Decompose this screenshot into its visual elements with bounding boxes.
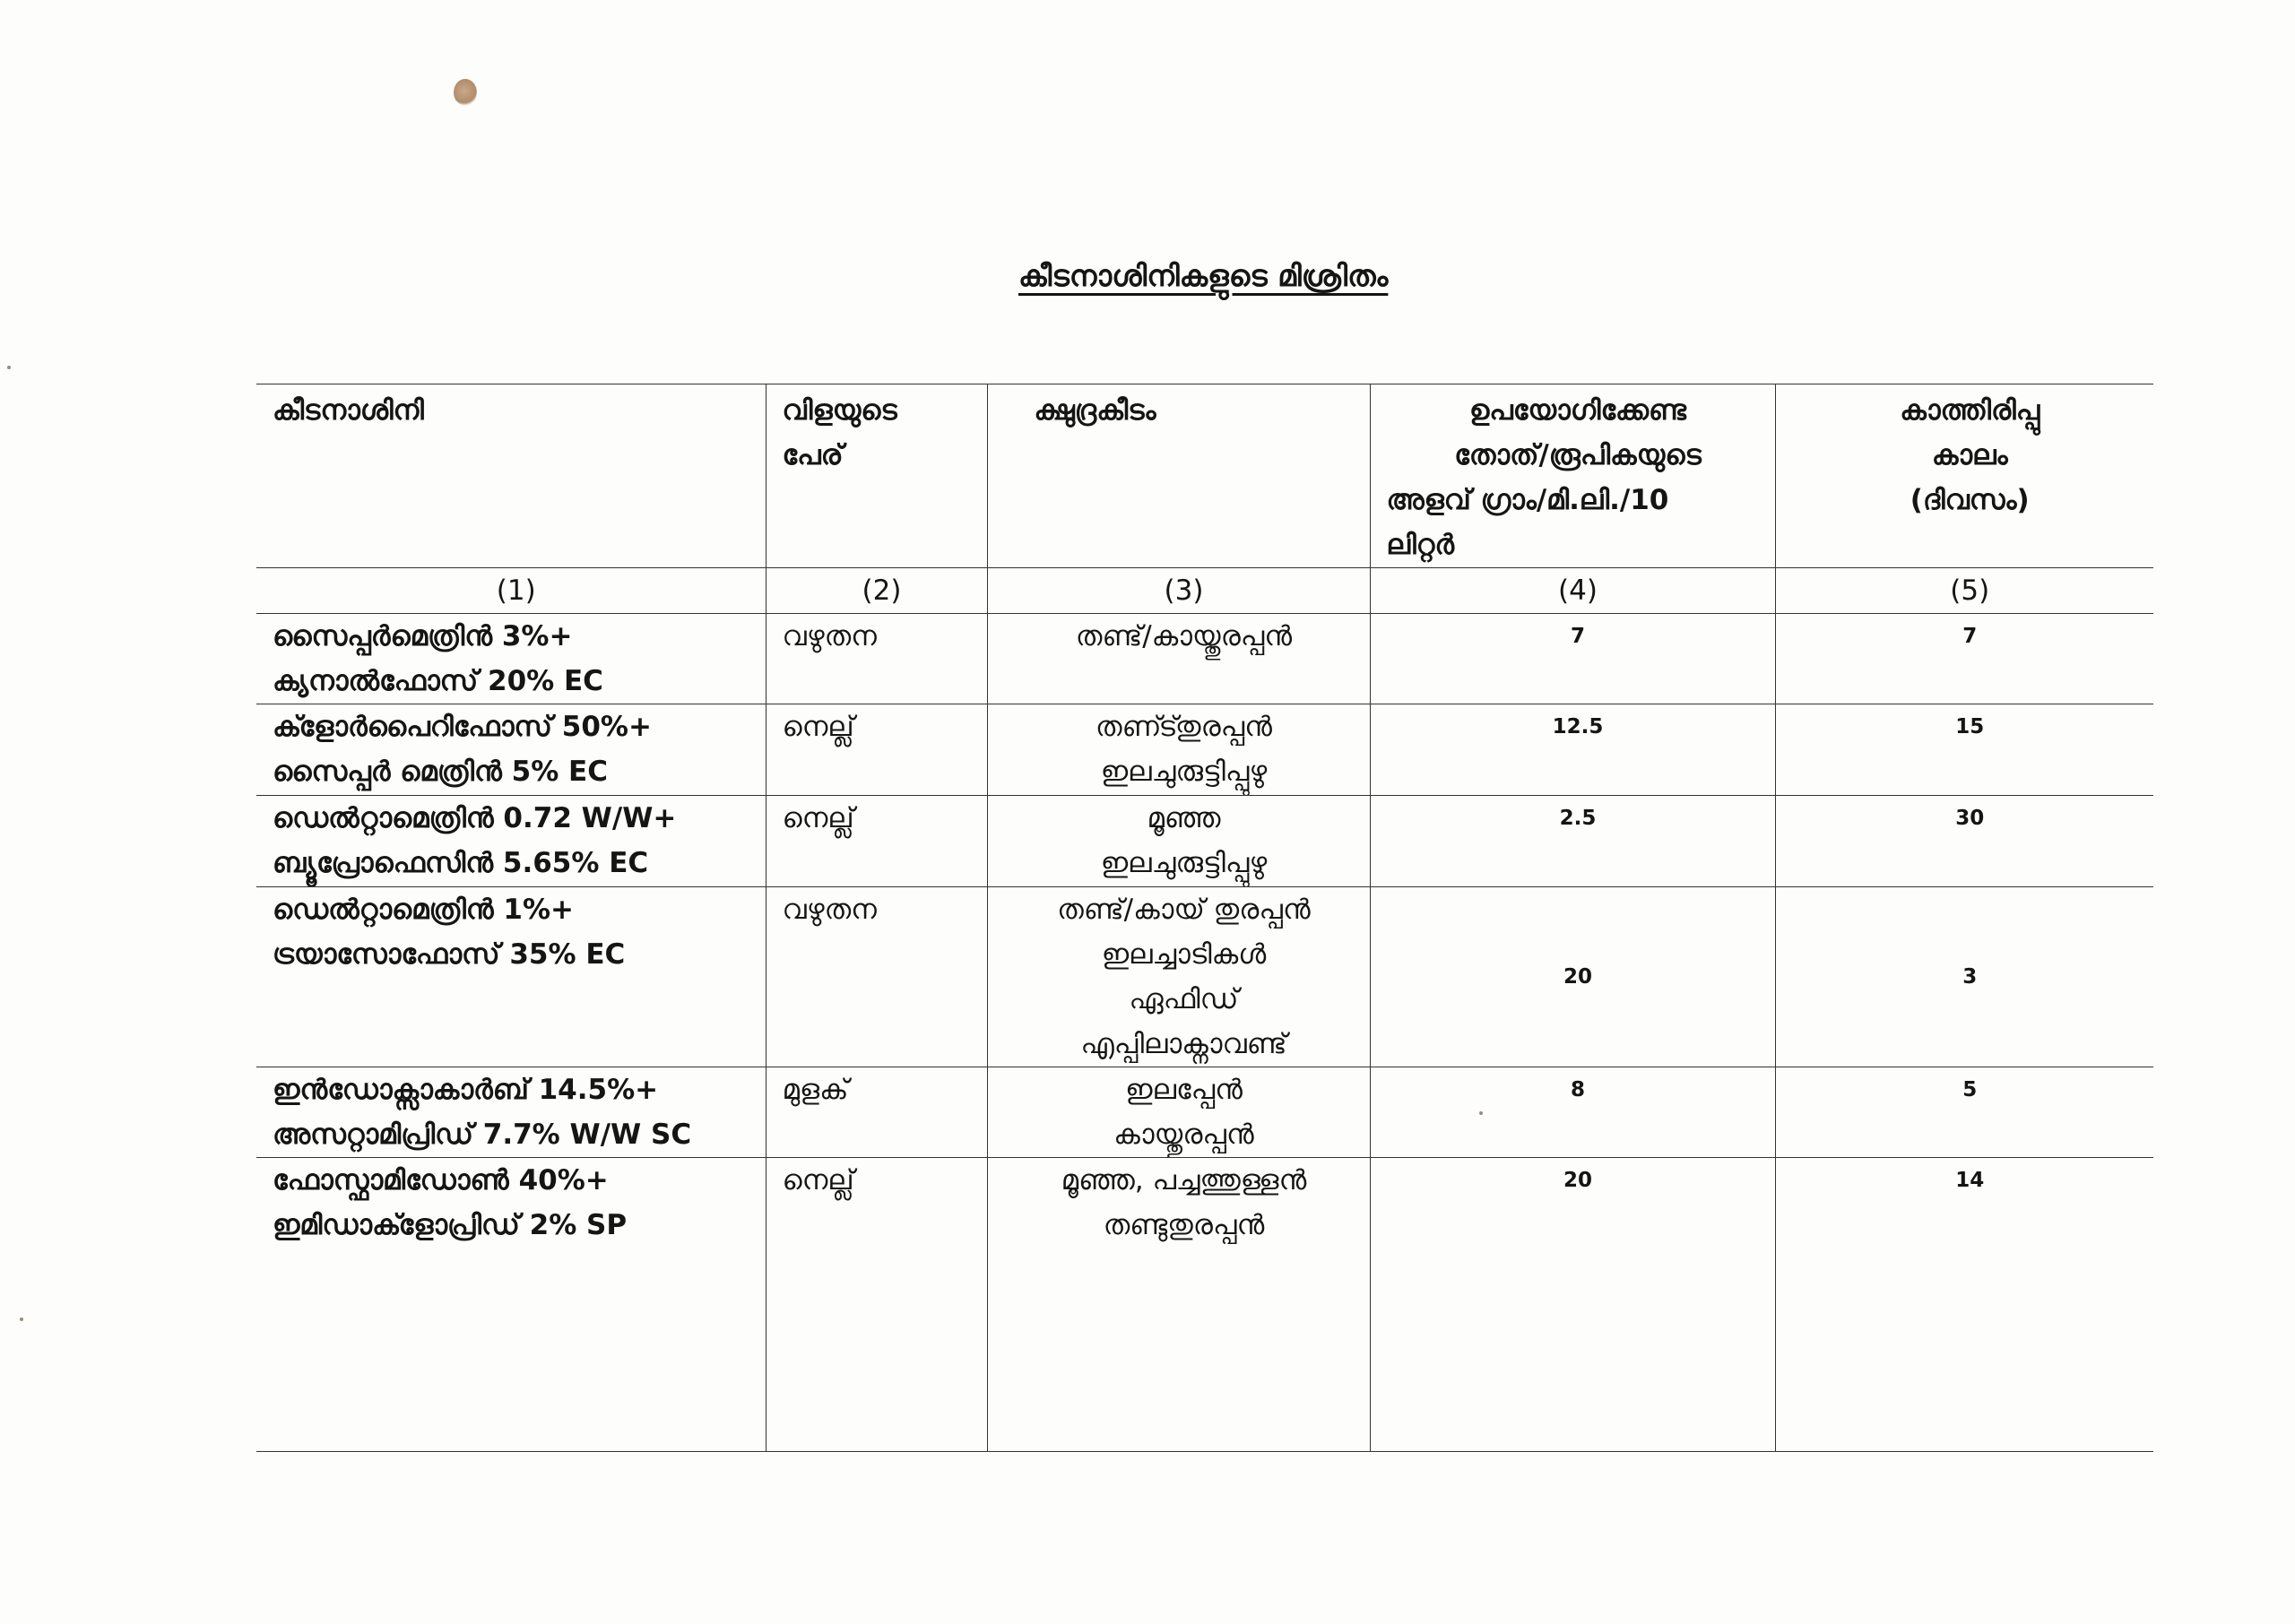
header-crop-name: വിളയുടെ പേര് — [766, 384, 987, 568]
table-header-row — [256, 384, 2153, 568]
crop-cell: വഴുതന — [766, 887, 987, 1067]
table-row — [256, 796, 2153, 887]
header-insecticide: കീടനാശിനി — [256, 384, 766, 568]
dose-cell: 20 — [1370, 1158, 1775, 1452]
paper-speck — [20, 1317, 23, 1321]
column-number: (3) — [987, 568, 1370, 614]
column-number: (4) — [1370, 568, 1775, 614]
dose-cell: 8 — [1370, 1067, 1775, 1158]
insecticide-mixture-table — [256, 384, 2153, 1452]
paper-speck — [7, 366, 11, 369]
column-number: (1) — [256, 568, 766, 614]
column-number: (2) — [766, 568, 987, 614]
waiting-period-cell: 3 — [1775, 887, 2153, 1067]
column-number: (5) — [1775, 568, 2153, 614]
paper-stain — [454, 79, 477, 106]
table-row — [256, 704, 2153, 796]
pest-cell: തണ്ട്/കായ്തുരപ്പൻ — [987, 614, 1370, 704]
header-dosage: ഉപയോഗിക്കേണ്ട തോത്/രൂപികയുടെ അളവ് ഗ്രാം/മി.ലി./10 ലിറ്റർ — [1370, 384, 1775, 568]
crop-cell: മുളക് — [766, 1067, 987, 1158]
pest-cell: മൂഞ്ഞ, പച്ചത്തുള്ളൻ തണ്ടുതുരപ്പൻ — [987, 1158, 1370, 1452]
crop-cell: വഴുതന — [766, 614, 987, 704]
insecticide-cell: ഇൻഡോക്സാകാർബ് 14.5%+ അസറ്റാമിപ്രിഡ് 7.7% W/W SC — [256, 1067, 766, 1158]
pest-cell: തണ്ട്/കായ് തുരപ്പൻ ഇലച്ചാടികൾ ഏഫിഡ് എപ്പിലാക്നാവണ്ട് — [987, 887, 1370, 1067]
dose-cell: 20 — [1370, 887, 1775, 1067]
crop-cell: നെല്ല് — [766, 796, 987, 887]
waiting-period-cell: 30 — [1775, 796, 2153, 887]
document-title: കീടനാശിനികളുടെ മിശ്രിതം — [1018, 258, 1389, 293]
table-row — [256, 1067, 2153, 1158]
pest-cell: ഇലപ്പേൻ കായ്തുരപ്പൻ — [987, 1067, 1370, 1158]
crop-cell: നെല്ല് — [766, 1158, 987, 1452]
dose-cell: 2.5 — [1370, 796, 1775, 887]
insecticide-cell: സൈപ്പർമെത്രിൻ 3%+ ക്യനാൽഫോസ് 20% EC — [256, 614, 766, 704]
header-pest: ക്ഷുദ്രകീടം — [987, 384, 1370, 568]
insecticide-cell: ഫോസ്ഫാമിഡോൺ 40%+ ഇമിഡാക്ളോപ്രിഡ് 2% SP — [256, 1158, 766, 1452]
insecticide-cell: ക്ളോർപൈറിഫോസ് 50%+ സൈപ്പർ മെത്രിൻ 5% EC — [256, 704, 766, 796]
table-row — [256, 614, 2153, 704]
header-waiting-period: കാത്തിരിപ്പു കാലം (ദിവസം) — [1775, 384, 2153, 568]
column-number-row — [256, 568, 2153, 614]
insecticide-cell: ഡെൽറ്റാമെത്രിൻ 1%+ ട്രയാസോഫോസ് 35% EC — [256, 887, 766, 1067]
waiting-period-cell: 7 — [1775, 614, 2153, 704]
waiting-period-cell: 15 — [1775, 704, 2153, 796]
table-row — [256, 1158, 2153, 1452]
insecticide-cell: ഡെൽറ്റാമെത്രിൻ 0.72 W/W+ ബ്യൂപ്രോഫെസിൻ 5.65% EC — [256, 796, 766, 887]
dose-cell: 7 — [1370, 614, 1775, 704]
table-row — [256, 887, 2153, 1067]
dose-cell: 12.5 — [1370, 704, 1775, 796]
waiting-period-cell: 5 — [1775, 1067, 2153, 1158]
pest-cell: തണ്ട്തുരപ്പൻ ഇലചുരുട്ടിപ്പുഴു — [987, 704, 1370, 796]
waiting-period-cell: 14 — [1775, 1158, 2153, 1452]
crop-cell: നെല്ല് — [766, 704, 987, 796]
pest-cell: മൂഞ്ഞ ഇലചുരുട്ടിപ്പുഴു — [987, 796, 1370, 887]
